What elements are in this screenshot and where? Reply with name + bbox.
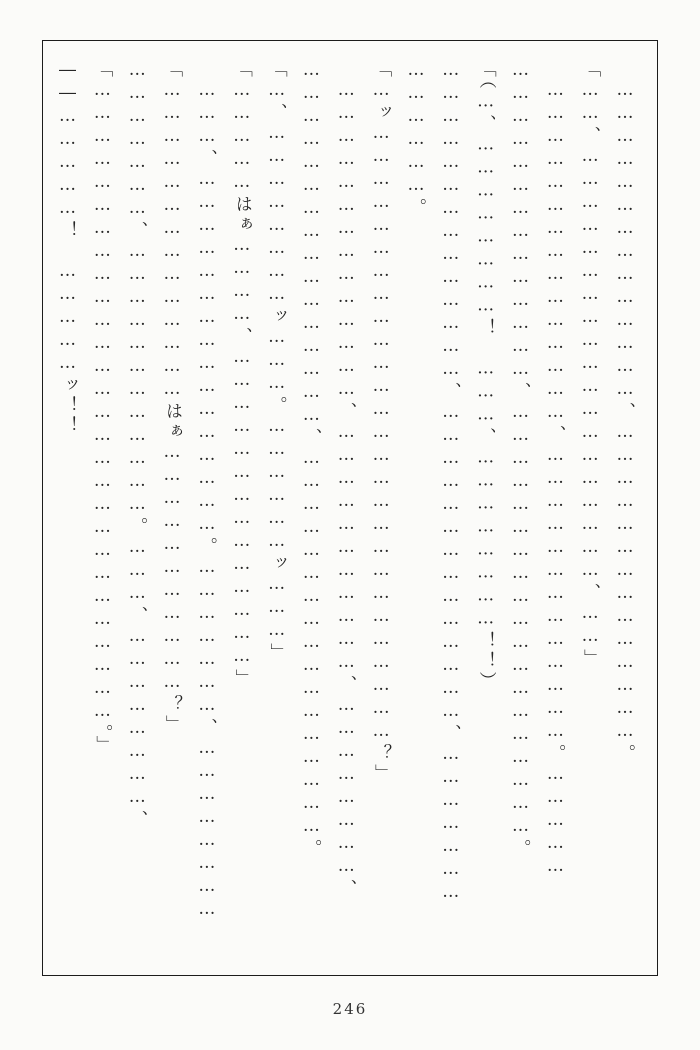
text-line: 「…、……………………ッ………。………………ッ………」 — [266, 60, 287, 663]
text-line: ――……………！ ……………ッ！！ — [58, 60, 78, 436]
text-line: ……………………………………、……………………………………。 — [615, 60, 635, 764]
text-line: ……………………………………、……………………………、……………………、 — [336, 60, 357, 899]
vertical-text-block — [58, 60, 642, 954]
text-line: ……………………………………、…………………………………………………。 — [510, 60, 531, 859]
text-line: 「（…、……………………！ ………、……………………！！） — [475, 60, 496, 692]
text-line: 「……………はぁ…………、……………………………………」 — [231, 60, 252, 689]
text-line: ………、…………………………………………。…………………、…………………… — [196, 60, 217, 922]
text-line: 「…………………………………………………………………………。」 — [92, 60, 113, 756]
text-line: ………………………………………、…………………………………。…………… — [545, 60, 566, 879]
text-line: 「…ッ………………………………………………………………………？」 — [371, 60, 392, 784]
text-line: …………………………………………、……………………………………………。 — [301, 60, 322, 859]
text-line: 「……、…………………………………………………、……」 — [580, 60, 601, 669]
text-line: ………………。 — [405, 60, 426, 218]
page-number: 246 — [332, 1000, 368, 1018]
text-line: 「……………………………………はぁ……………………………？」 — [162, 60, 183, 735]
text-line: ……………………………………、……………………………………、………………… — [440, 60, 461, 905]
text-line: …………………、………………………………。………、……………………、 — [127, 60, 148, 830]
